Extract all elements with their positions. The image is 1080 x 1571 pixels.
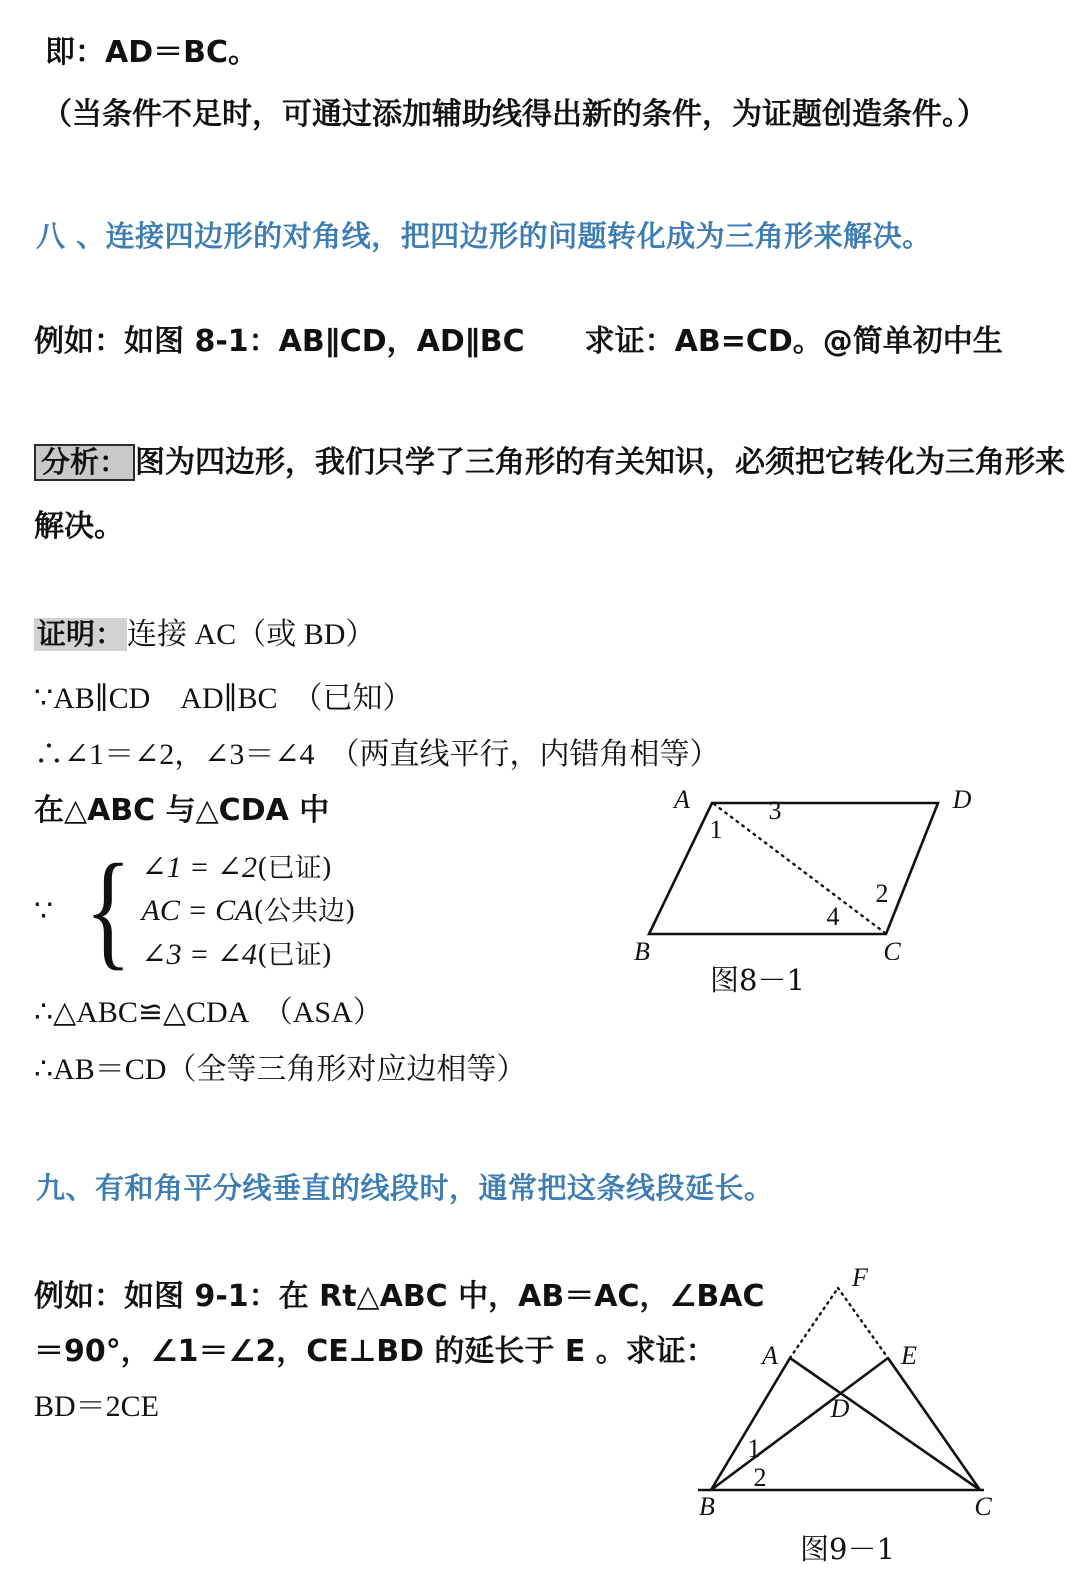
figure-9-1-caption-text: 图9－1 [800,1532,895,1566]
system-row-math: ∠1 = ∠2 [141,850,258,884]
section-9-heading [36,1166,774,1207]
system-row-note: (已证) [257,939,333,971]
system-row [142,846,356,890]
section-8-heading [36,214,932,255]
proof-line-1-text: ∵AB∥CD AD∥BC （已知） [34,682,413,715]
section-9-heading-text: 九、有和角平分线垂直的线段时，通常把这条线段延长。 [36,1171,774,1205]
proof-head-text: 连接 AC（或 BD） [127,618,376,651]
diagonal-ac-dotted [714,804,885,933]
proof-conclusion-2-text: ∴AB＝CD（全等三角形对应边相等） [34,1053,527,1086]
segment-be [711,1358,888,1490]
section-8-example-text: 例如：如图 8-1：AB∥CD，AD∥BC 求证：AB=CD。@简单初中生 [34,324,1003,359]
figure-9-1-label-A: A [762,1341,778,1370]
section-9-example-line-1-text: 例如：如图 9-1：在 Rt△ABC 中，AB＝AC，∠BAC [34,1279,765,1314]
section-9-example-line-3 [34,1392,159,1422]
proof-line-2-text: ∴∠1＝∠2，∠3＝∠4 （两直线平行，内错角相等） [34,738,720,771]
figure-9-1-label-D: D [830,1394,850,1423]
figure-8-1-caption [710,958,805,999]
figure-9-1-label-E: E [901,1341,917,1370]
system-rows [142,846,356,977]
line-condition-note-text: （当条件不足时，可通过添加辅助线得出新的条件，为证题创造条件。） [42,97,987,132]
system-row [142,933,356,977]
line-ji-ad-bc [45,35,259,70]
analysis-block-line2 [34,509,124,544]
analysis-line1-text: 图为四边形，我们只学了三角形的有关知识，必须把它转化为三角形来 [135,445,1066,480]
because-symbol: ∵ [34,894,54,928]
analysis-block-line1 [34,444,1065,481]
segment-af-dotted [790,1288,838,1358]
line-condition-note [42,97,987,132]
figure-8-1-caption-text: 图8－1 [710,963,805,997]
figure-8-1 [620,770,1020,960]
system-row-math: AC = CA [141,894,254,928]
proof-line-2 [34,740,720,770]
segment-ef-dotted [838,1288,888,1358]
figure-9-1-drawing [660,1260,1060,1520]
section-8-example [34,324,1003,359]
proof-line-3-text: 在△ABC 与△CDA 中 [34,793,330,828]
congruence-condition-system [34,838,356,983]
figure-8-1-label-D: D [952,785,972,814]
system-row-note: (公共边) [253,896,356,928]
section-9-example-line-2-text: ＝90°，∠1＝∠2，CE⊥BD 的延长于 E 。求证： [34,1334,716,1369]
figure-8-1-angle-4: 4 [826,902,840,931]
proof-line-3 [34,793,330,828]
analysis-line2-text: 解决。 [34,509,124,544]
proof-tag: 证明： [34,618,127,651]
figure-8-1-label-C: C [883,937,901,960]
section-9-example-line-3-text: BD＝2CE [34,1390,160,1423]
figure-9-1-caption [800,1527,895,1568]
figure-8-1-label-A: A [674,785,690,814]
proof-conclusion-1 [34,998,383,1028]
section-9-example-line-1 [34,1279,765,1314]
parallelogram-abcd-shape [649,803,938,934]
figure-9-1-label-B: B [699,1492,715,1520]
proof-heading-line [34,618,375,651]
left-curly-brace-icon: { [84,838,132,983]
line-ji-text: 即：AD＝BC。 [45,35,259,70]
figure-9-1 [660,1260,1060,1520]
system-row-note: (已证) [257,852,333,884]
figure-8-1-drawing [620,770,1020,960]
system-row-math: ∠3 = ∠4 [141,937,258,971]
figure-8-1-label-B: B [634,937,650,960]
section-9-example-line-2 [34,1334,716,1369]
figure-8-1-angle-1: 1 [709,815,723,844]
proof-line-1 [34,684,413,714]
segment-ba [711,1358,790,1490]
figure-9-1-angle-2: 2 [753,1463,767,1492]
figure-8-1-angle-2: 2 [875,879,889,908]
figure-9-1-angle-1: 1 [747,1434,761,1463]
segment-ac [790,1358,980,1490]
proof-conclusion-1-text: ∴△ABC≌△CDA （ASA） [34,996,383,1029]
segment-ec [888,1358,980,1490]
analysis-tag: 分析： [34,444,135,481]
section-8-heading-text: 八 、连接四边形的对角线，把四边形的问题转化成为三角形来解决。 [36,219,932,253]
figure-8-1-angle-3: 3 [768,796,782,825]
proof-conclusion-2 [34,1055,526,1085]
figure-9-1-label-F: F [852,1263,868,1292]
figure-9-1-label-C: C [974,1492,992,1520]
system-row [142,889,356,933]
